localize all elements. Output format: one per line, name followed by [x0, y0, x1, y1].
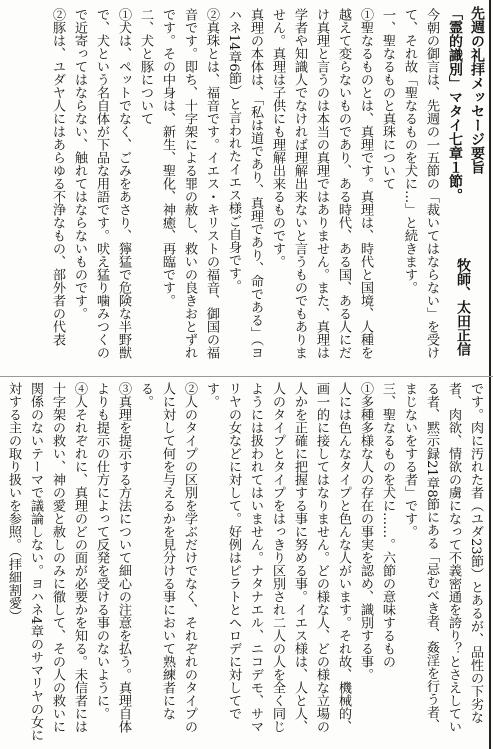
paragraph-pearl-is-gospel: ②真珠とは、福音です。イエス・キリストの福音、御国の福音です。即ち、十字架による罪の赦し、救いの良きおとずれです。その中身は、新生、聖化、神癒、再臨です。	[160, 8, 219, 359]
paragraph-holy-is-truth: ①聖なるものとは、真理です。真理は、時代と国境、人種を越えて変らないものであり、ある時代、ある国、ある人にだけ真理と言うのは本当の真理ではありません。また、真理は学者や知識人でなければ理解出来ないと言うものでもありません。真理は子供にも理解出来るものです。	[270, 8, 373, 359]
lower-column-block	[4, 382, 486, 742]
author-name: 牧師、太田正信	[455, 258, 471, 356]
paragraph-truth-is-jesus: 真理の本体は、「私は道であり、真理であり、命である」（ヨハネ14章6節）と言われたイエス様ご自身です。	[226, 8, 263, 359]
right-border-line	[489, 0, 491, 749]
section-heading-verse-six: 三、聖なるものを犬に……。六節の意味するもの	[380, 382, 395, 668]
paragraph-pigs-continued: です。肉に汚れた者（ユダ23節）とあるが、品性の下劣な者、肉欲、情欲の虜になって不義密通を誇り？とさえしている者、黙示録21章8節にある「忌むべき者、姦淫を行う者、まじないをする者」です。	[402, 382, 483, 733]
point-two: ②人のタイプの区別を学ぶだけでなく、それぞれのタイプの人に対して何を与えるかを見分ける事において熟練者になる。	[138, 382, 197, 733]
scripture-reference: 「霊的識別」マタイ七章１節。	[447, 6, 463, 202]
paragraph-types-of-people: 人には色んなタイプと色んな人がいます。それ故、機械的、画一的に接してはなりません。どの様な人、どの様な立場の人かを正確に把握する事に努める事。イエス様は、人と人、人のタイプとタイプをはっきり区別され二人の人を全く同じようには扱われてはいません。ナタナエル、ニコデモ、サマリヤの女などに対して。好例はピラトとヘロデに対してです。	[204, 382, 351, 733]
point-four: ④人それぞれに、真理のどの面が必要かを知る。未信者には十字架の救い、神の愛と赦しのみに徹して、その人の救いに関係のないテーマで議論しない。ヨハネ4章のサマリヤの女に対する主の取り扱いを参照。（拝細割愛）	[6, 382, 87, 742]
section-heading-holy-and-pearls: 一、聖なるものと真珠について	[380, 8, 395, 190]
point-one-heading: ①多種多様な人の存在の事実を認め、識別する事。	[358, 382, 373, 681]
paragraph-pigs: ②豚は、ユダヤ人にはあらゆる不浄なもの、部外者の代表	[50, 8, 65, 346]
point-three: ③真理を提示する方法について細心の注意を払う。真理自体よりも提示の仕方によって反発を受ける事のないように。	[94, 382, 131, 733]
page-title: 先週の礼拝メッセージ要旨	[469, 6, 485, 174]
intro-paragraph: 今朝の御言は、先週の一五節の「裁いてはならない」を受けて、それ故「聖なるものを犬に…」と続きます。	[402, 8, 439, 359]
section-divider	[0, 376, 493, 377]
paragraph-dogs: ①犬は、ペットでなく、ごみをあさり、獰猛で危険な半野獣で、犬という名自体が下品な用語です。吠え猛り噛みつくので近寄ってはならない、触れてはならないものです。	[72, 8, 131, 359]
section-heading-dogs-and-pigs: 二、犬と豚について	[138, 8, 153, 125]
upper-column-block	[4, 8, 442, 370]
